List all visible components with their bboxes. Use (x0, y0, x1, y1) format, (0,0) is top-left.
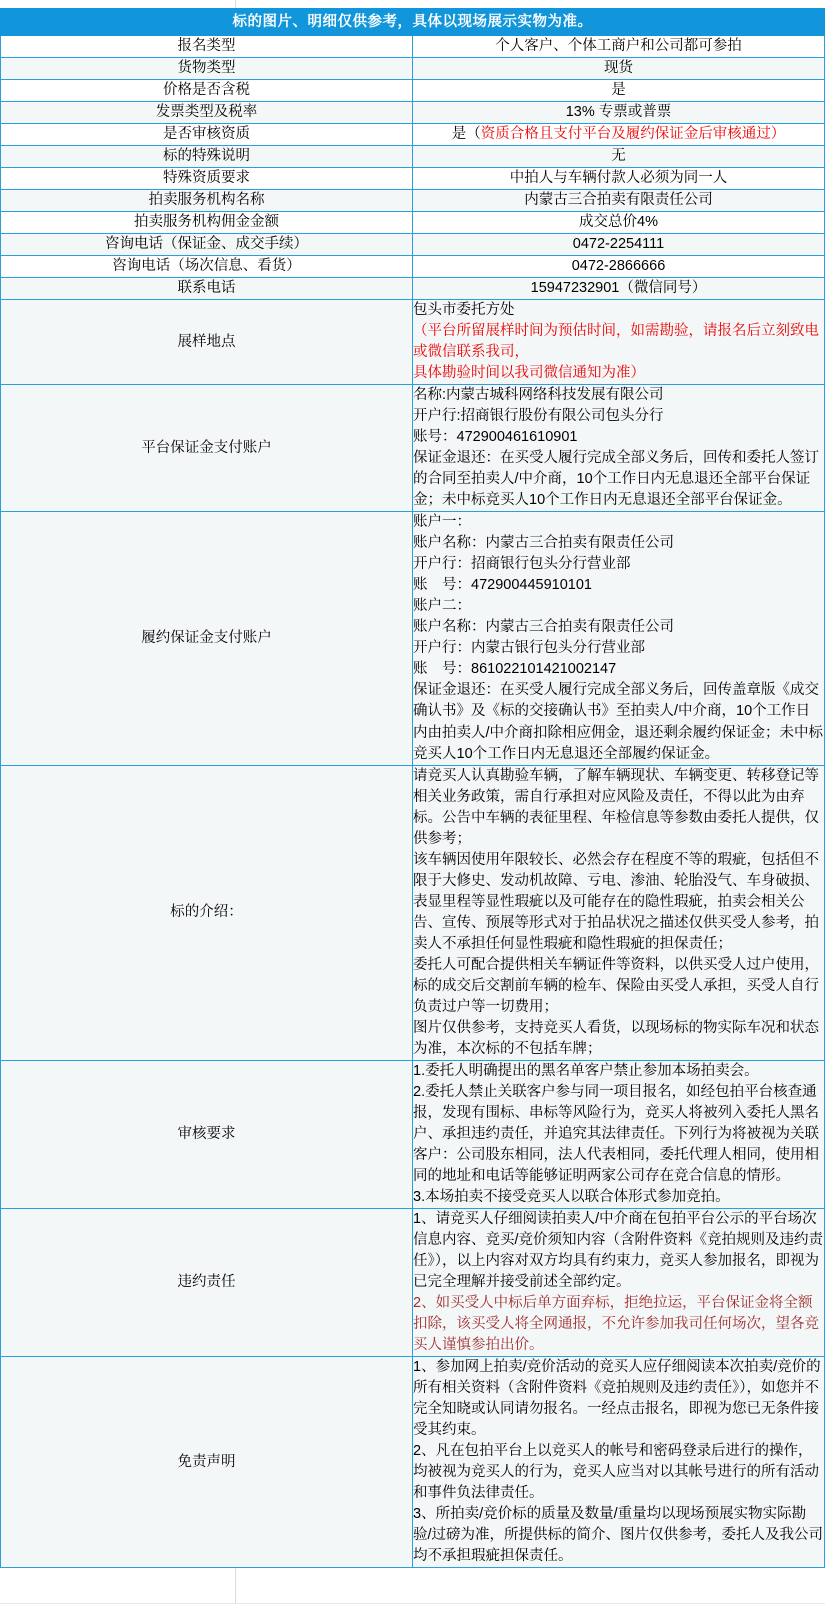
row-label: 审核要求 (1, 1060, 413, 1208)
table-row (1, 168, 825, 190)
row-value: 现货 (413, 58, 825, 80)
table-row (1, 58, 825, 80)
performance-account-line: 账户一： (413, 514, 471, 531)
table-row-performance-deposit-account (1, 512, 825, 765)
table-row (1, 278, 825, 300)
performance-account-line: 账户名称：内蒙古三合拍卖有限责任公司 (413, 619, 674, 636)
subject-intro-line: 图片仅供参考，支持竞买人看货，以现场标的物实际车况和状态为准，本次标的不包括车牌； (413, 1019, 819, 1057)
display-location-line-1: 包头市委托方处 (413, 302, 515, 319)
row-value: 中拍人与车辆付款人必须为同一人 (413, 168, 825, 190)
performance-account-line: 开户行：招商银行包头分行营业部 (413, 556, 631, 573)
trailing-empty-cell-right (236, 1568, 825, 1604)
performance-account-line: 账 号：861022101421002147 (413, 661, 617, 678)
table-row (1, 234, 825, 256)
review-requirement-line: 2.委托人禁止关联客户参与同一项目报名，如经包拍平台核查通报，发现有围标、串标等风险行为，竞买人将被列入委托人黑名户、承担违约责任，并追究其法律责任。下列行为将被视为关联客户：公司股东相同，法人代表相同，委托代理人相同，使用相同的地址和电话等能够证明两家公司存在竞合信息的情形。 (413, 1083, 819, 1184)
display-location-note-line-1: （平台所留展样时间为预估时间，如需勘验，请报名后立刻致电或微信联系我司， (413, 323, 819, 361)
row-value: 0472-2254111 (413, 234, 825, 256)
review-requirement-line: 3.本场拍卖不接受竞买人以联合体形式参加竞拍。 (413, 1188, 730, 1205)
table-row (1, 146, 825, 168)
top-spacer-left (0, 0, 236, 8)
row-label: 违约责任 (1, 1208, 413, 1356)
banner-row (1, 9, 825, 36)
breach-liability-line-2: 2、如买受人中标后单方面弃标，拒绝拉运，平台保证金将全额扣除，该买受人将全网通报，不允许参加我司任何场次，望各竞买人谨慎参拍出价。 (413, 1294, 819, 1353)
detail-table-body (1, 9, 825, 1568)
row-value: 13% 专票或普票 (413, 102, 825, 124)
performance-account-line: 账户名称：内蒙古三合拍卖有限责任公司 (413, 535, 674, 552)
row-value (413, 765, 825, 1060)
performance-account-line: 保证金退还：在买受人履行完成全部义务后，回传盖章版《成交确认书》及《标的交接确认书》至拍卖人/中介商，10个工作日内由拍卖人/中介商扣除相应佣金，退还剩余履约保证金；未中标竞买人10个工作日内无息退还全部履约保证金。 (413, 682, 824, 762)
subject-intro-line: 请竞买人认真勘验车辆，了解车辆现状、车辆变更、转移登记等相关业务政策，需自行承担对应风险及责任，不得以此为由弃标。公告中车辆的表征里程、年检信息等参数由委托人提供，仅供参考； (413, 767, 819, 847)
review-requirement-line: 1.委托人明确提出的黑名单客户禁止参加本场拍卖会。 (413, 1062, 759, 1079)
row-value: 个人客户、个体工商户和公司都可参拍 (413, 36, 825, 58)
disclaimer-line: 1、参加网上拍卖/竞价活动的竞买人应仔细阅读本次拍卖/竞价的所有相关资料（含附件资料《竞拍规则及违约责任》），如您并不完全知晓或认同请勿报名。一经点击报名，即视为您已无条件接受其约束。 (413, 1358, 821, 1439)
row-label: 货物类型 (1, 58, 413, 80)
row-label: 免责声明 (1, 1356, 413, 1567)
row-value: 15947232901（微信同号） (413, 278, 825, 300)
row-value (413, 124, 825, 146)
row-value: 内蒙古三合拍卖有限责任公司 (413, 190, 825, 212)
top-spacer-right (236, 0, 825, 8)
trailing-empty-row (0, 1568, 825, 1604)
row-label: 咨询电话（场次信息、看货） (1, 256, 413, 278)
row-value: 无 (413, 146, 825, 168)
row-value: 0472-2866666 (413, 256, 825, 278)
table-row-qualification-review (1, 124, 825, 146)
qualification-value-plain: 是（ (451, 126, 481, 143)
table-row-subject-intro (1, 765, 825, 1060)
subject-intro-line: 该车辆因使用年限较长、必然会存在程度不等的瑕疵，包括但不限于大修史、发动机故障、亏电、渗油、轮胎没气、车身破损、表显里程等显性瑕疵以及可能存在的隐性瑕疵，拍卖会相关公告、宣传、预展等形式对于拍品状况之描述仅供买受人参考，拍卖人不承担任何显性瑕疵和隐性瑕疵的担保责任； (413, 851, 819, 952)
row-label: 特殊资质要求 (1, 168, 413, 190)
row-label: 咨询电话（保证金、成交手续） (1, 234, 413, 256)
table-row (1, 190, 825, 212)
row-value (413, 300, 825, 385)
detail-table (0, 8, 825, 1568)
platform-account-line: 开户行:招商银行股份有限公司包头分行 (413, 408, 664, 425)
platform-account-line: 账号：472900461610901 (413, 429, 578, 446)
platform-account-line: 保证金退还：在买受人履行完成全部义务后，回传和委托人签订的合同至拍卖人/中介商，10个工作日内无息退还全部平台保证金；未中标竞买人10个工作日内无息退还全部平台保证金。 (413, 450, 819, 509)
table-row-breach-liability (1, 1208, 825, 1356)
table-row (1, 102, 825, 124)
row-label: 报名类型 (1, 36, 413, 58)
banner-text: 标的图片、明细仅供参考，具体以现场展示实物为准。 (1, 9, 825, 36)
row-value (413, 1356, 825, 1567)
breach-liability-line-1: 1、请竞买人仔细阅读拍卖人/中介商在包拍平台公示的平台场次信息内容、竞买/竞价须知内容（含附件资料《竞拍规则及违约责任》），以上内容对双方均具有约束力，竞买人参加报名，即视为已完全理解并接受前述全部约定。 (413, 1210, 824, 1290)
disclaimer-line: 3、所拍卖/竞价标的质量及数量/重量均以现场预展实物实际勘验/过磅为准，所提供标的简介、图片仅供参考，委托人及我公司均不承担瑕疵担保责任。 (413, 1506, 824, 1565)
table-row-review-requirements (1, 1060, 825, 1208)
table-row (1, 256, 825, 278)
performance-account-line: 开户行：内蒙古银行包头分行营业部 (413, 640, 645, 657)
row-label: 拍卖服务机构佣金金额 (1, 212, 413, 234)
trailing-empty-cell-left (0, 1568, 236, 1604)
platform-account-line: 名称:内蒙古城科网络科技发展有限公司 (413, 387, 664, 404)
row-label: 联系电话 (1, 278, 413, 300)
row-value (413, 1208, 825, 1356)
display-location-note-line-2: 具体勘验时间以我司微信通知为准） (413, 365, 645, 382)
table-row (1, 36, 825, 58)
subject-intro-line: 委托人可配合提供相关车辆证件等资料，以供买受人过户使用，标的成交后交割前车辆的检车、保险由买受人承担，买受人自行负责过户等一切费用； (413, 956, 819, 1015)
row-label: 拍卖服务机构名称 (1, 190, 413, 212)
row-value (413, 1060, 825, 1208)
row-label: 价格是否含税 (1, 80, 413, 102)
row-label: 标的介绍： (1, 765, 413, 1060)
row-value (413, 385, 825, 512)
table-row-disclaimer (1, 1356, 825, 1567)
row-label: 展样地点 (1, 300, 413, 385)
row-label: 标的特殊说明 (1, 146, 413, 168)
row-label: 平台保证金支付账户 (1, 385, 413, 512)
table-row (1, 80, 825, 102)
performance-account-line: 账户二： (413, 598, 471, 615)
qualification-value-note: 资质合格且支付平台及履约保证金后审核通过） (480, 126, 786, 143)
row-value: 成交总价4% (413, 212, 825, 234)
table-row-platform-deposit-account (1, 385, 825, 512)
table-row (1, 212, 825, 234)
top-spacer-strip (0, 0, 825, 8)
row-label: 发票类型及税率 (1, 102, 413, 124)
row-value: 是 (413, 80, 825, 102)
row-label: 履约保证金支付账户 (1, 512, 413, 765)
table-row-display-location (1, 300, 825, 385)
row-value (413, 512, 825, 765)
disclaimer-line: 2、凡在包拍平台上以竞买人的帐号和密码登录后进行的操作，均被视为竞买人的行为，竞买人应当对以其帐号进行的所有活动和事件负法律责任。 (413, 1443, 819, 1502)
row-label: 是否审核资质 (1, 124, 413, 146)
performance-account-line: 账 号：472900445910101 (413, 577, 592, 594)
